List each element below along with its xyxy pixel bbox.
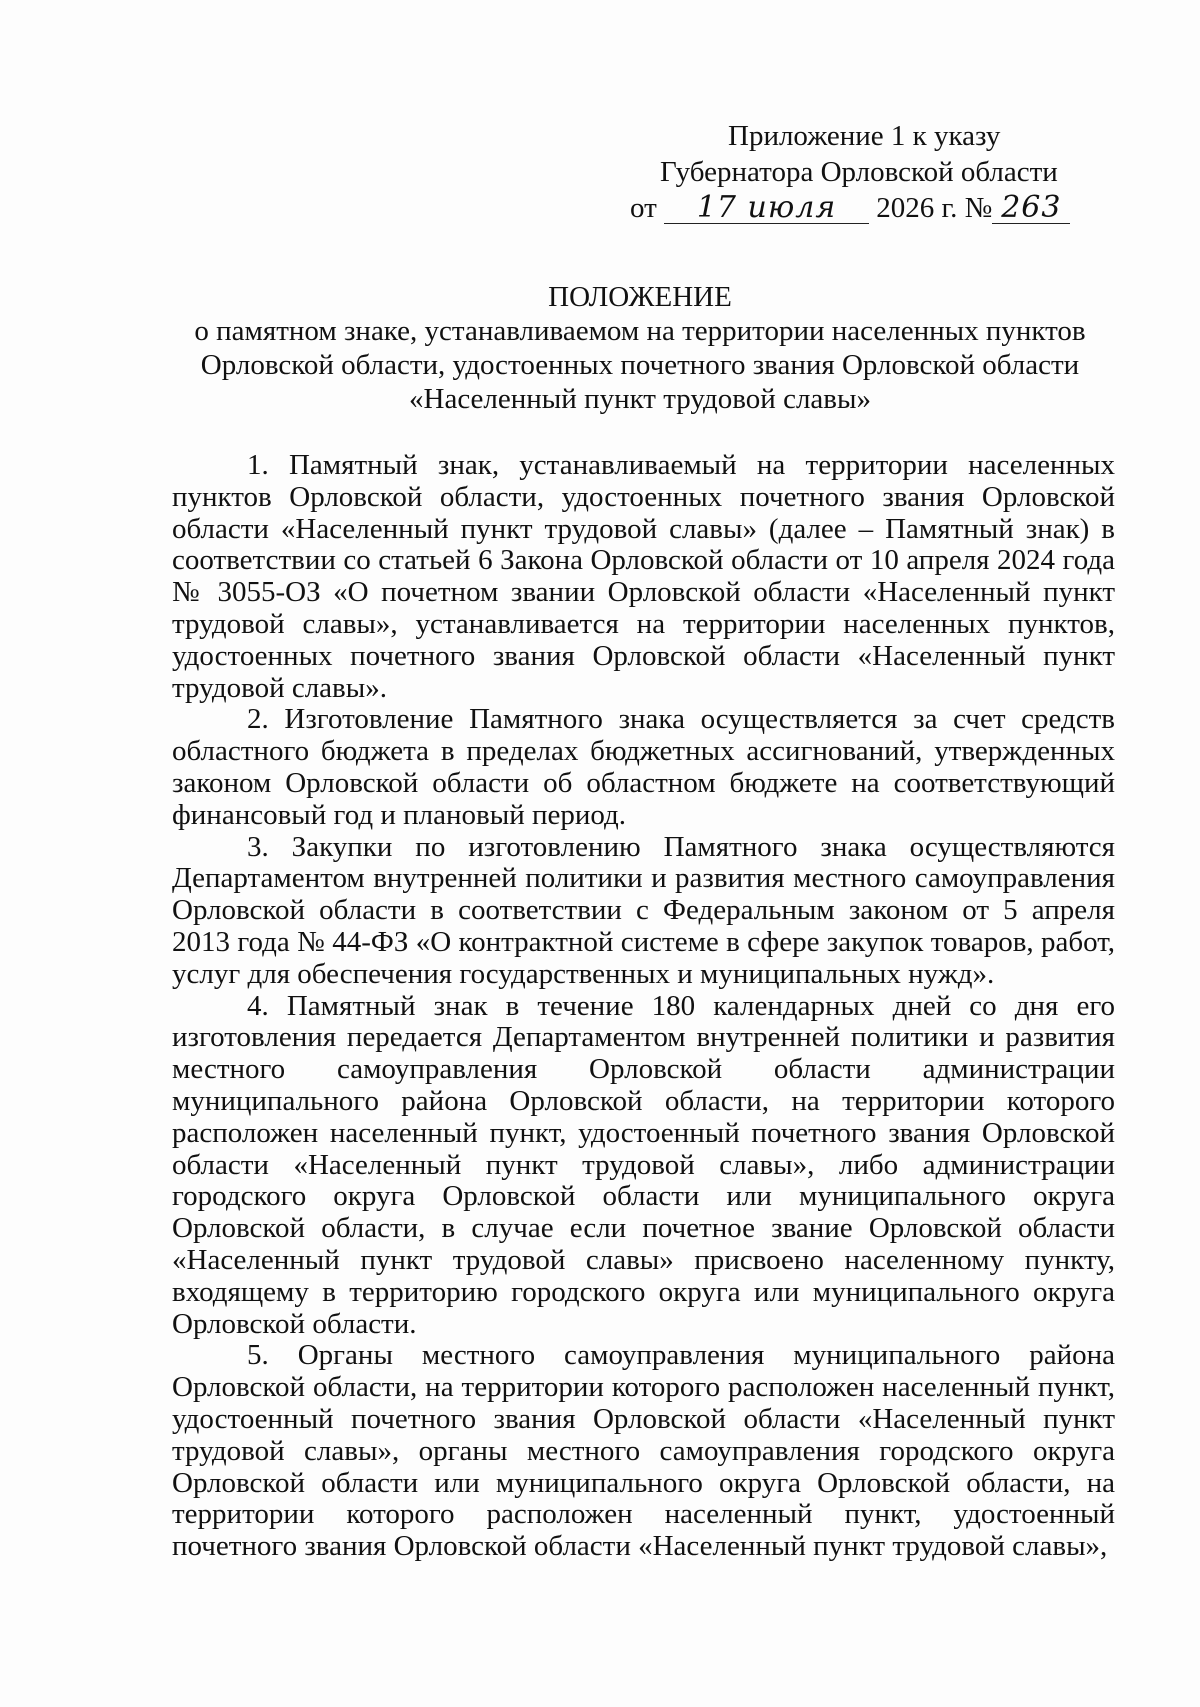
title-heading: ПОЛОЖЕНИЕ [548, 281, 732, 313]
handwritten-number: 263 [992, 193, 1070, 224]
paragraph-4: 4. Памятный знак в течение 180 календарных дней со дня его изготовления передается Департаментом внутренней политики и развития местного самоуправления Орловской области администрации муниципального района Орловской области, на территории которого расположен населенный пункт, удостоенный почетного звания Орловской области «Населенный пункт трудовой славы», либо администрации городского округа Орловской области или муниципального округа Орловской области, в случае если почетное звание Орловской области «Населенный пункт трудовой славы» присвоено населенному пункту, входящему в территорию городского округа или муниципального округа Орловской области. [172, 989, 1115, 1340]
appendix-line-1: Приложение 1 к указу [728, 120, 1001, 152]
handwritten-date: 17 июля [664, 193, 869, 224]
paragraph-2: 2. Изготовление Памятного знака осуществляется за счет средств областного бюджета в пределах бюджетных ассигнований, утвержденных законом Орловской области об областном бюджете на соответствующий финансовый год и плановый период. [172, 703, 1115, 831]
title-line-1: о памятном знаке, устанавливаемом на территории населенных пунктов [194, 315, 1086, 347]
paragraph-5: 5. Органы местного самоуправления муниципального района Орловской области, на территории которого расположен населенный пункт, удостоенный почетного звания Орловской области «Населенный пункт трудовой славы», органы местного самоуправления городского округа Орловской области или муниципального округа Орловской области, на территории которого расположен населенный пункт, удостоенный почетного звания Орловской области «Населенный пункт трудовой славы», [172, 1339, 1115, 1563]
title-line-3: «Населенный пункт трудовой славы» [409, 383, 871, 415]
paragraph-1: 1. Памятный знак, устанавливаемый на территории населенных пунктов Орловской области, удостоенных почетного звания Орловской области «Населенный пункт трудовой славы» (далее – Памятный знак) в соответствии со статьей 6 Закона Орловской области от 10 апреля 2024 года № 3055-ОЗ «О почетном звании Орловской области «Населенный пункт трудовой славы», устанавливается на территории населенных пунктов, удостоенных почетного звания Орловской области «Населенный пункт трудовой славы». [172, 449, 1115, 704]
document-title [170, 280, 1110, 416]
appendix-line-2: Губернатора Орловской области [660, 156, 1058, 188]
paragraph-3: 3. Закупки по изготовлению Памятного знака осуществляются Департаментом внутренней политики и развития местного самоуправления Орловской области в соответствии с Федеральным законом от 5 апреля 2013 года № 44-ФЗ «О контрактной системе в сфере закупок товаров, работ, услуг для обеспечения государственных и муниципальных нужд». [172, 830, 1115, 990]
year-label: 2026 г. № [876, 192, 993, 224]
appendix-header [620, 118, 1100, 226]
appendix-line-3 [620, 190, 1100, 226]
document-body [172, 450, 1115, 1563]
title-line-2: Орловской области, удостоенных почетного звания Орловской области [200, 349, 1080, 381]
date-prefix: от [630, 192, 657, 224]
